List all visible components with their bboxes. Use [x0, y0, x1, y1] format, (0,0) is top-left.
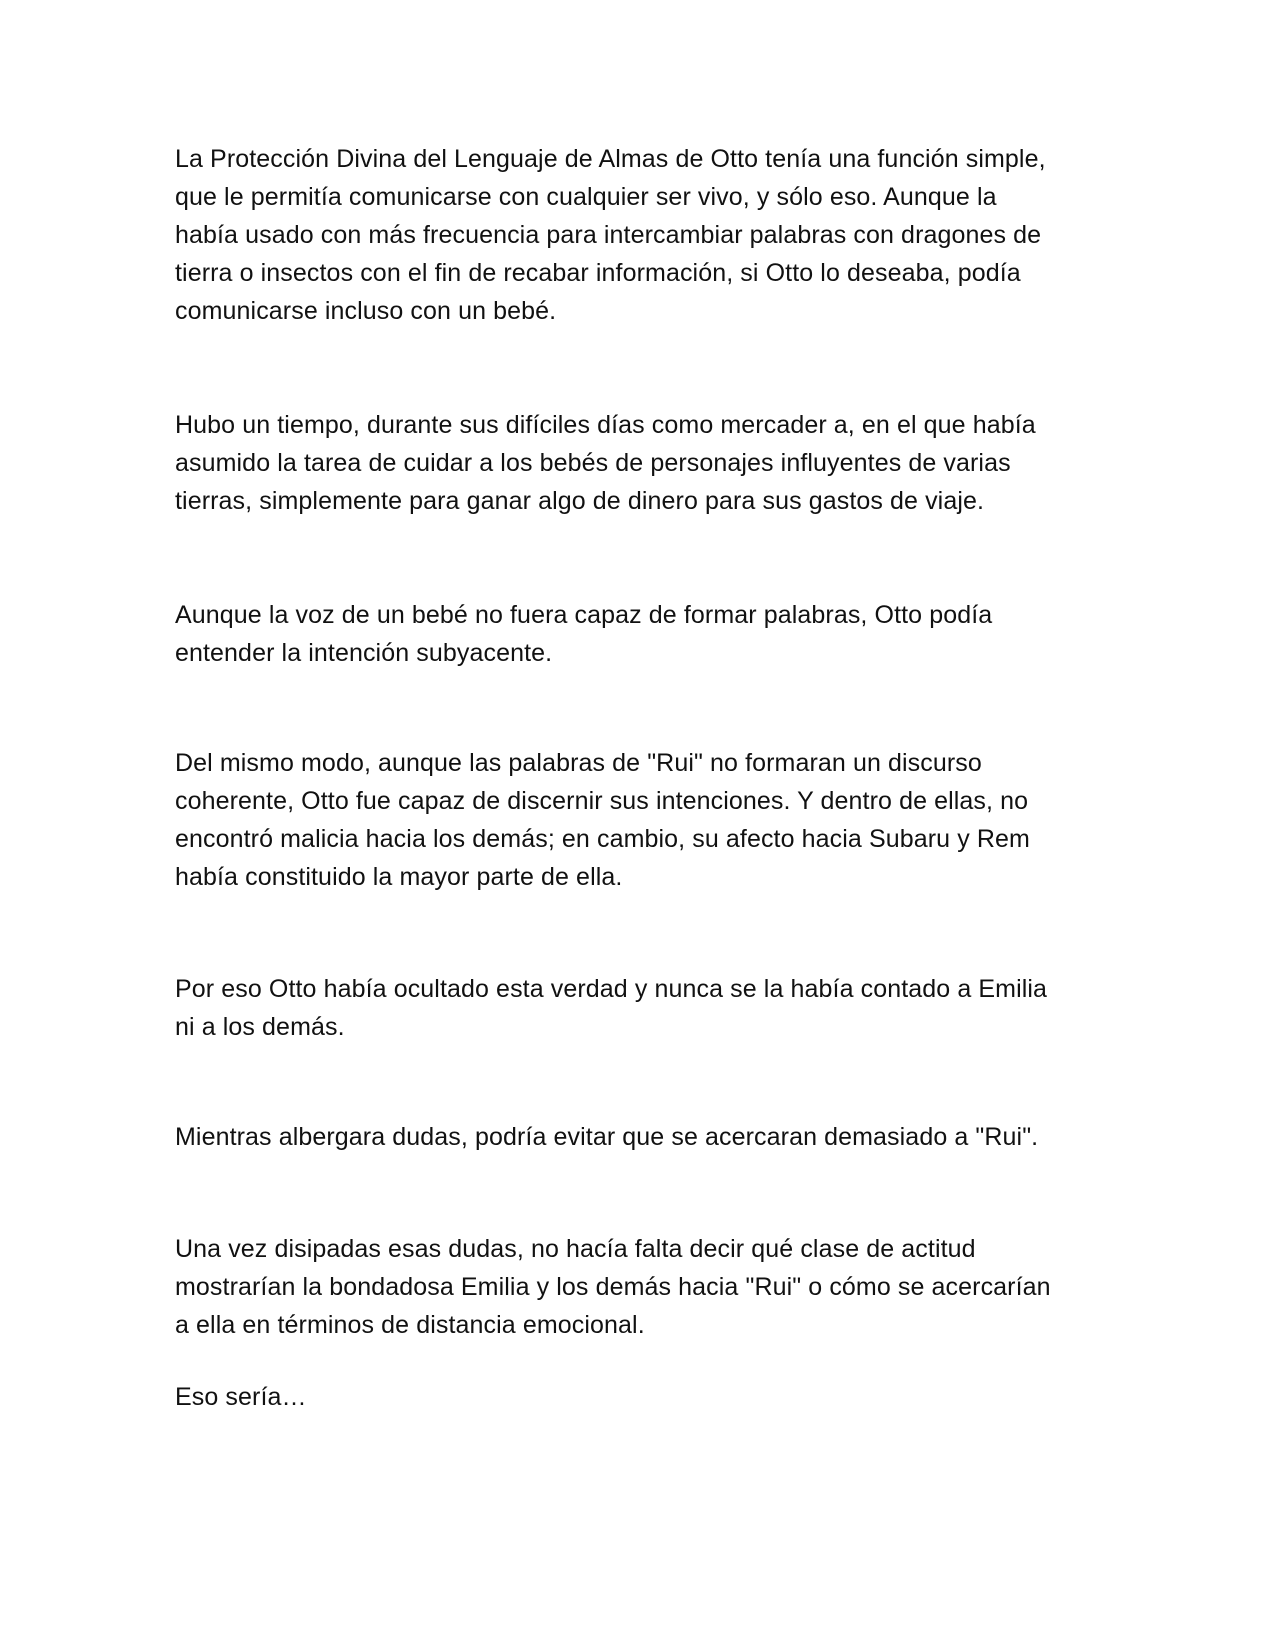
- paragraph-3: Aunque la voz de un bebé no fuera capaz de formar palabras, Otto podía entender la intención subyacente.: [175, 601, 993, 667]
- paragraph-2: Hubo un tiempo, durante sus difíciles días como mercader a, en el que había asumido la tarea de cuidar a los bebés de personajes influyentes de varias tierras, simplemente para ganar algo de dinero para sus gastos de viaje.: [175, 411, 1036, 515]
- paragraph-6: Mientras albergara dudas, podría evitar que se acercaran demasiado a "Rui".: [175, 1123, 1039, 1151]
- paragraph-7: Una vez disipadas esas dudas, no hacía falta decir qué clase de actitud mostrarían la bondadosa Emilia y los demás hacia "Rui" o cómo se acercarían a ella en términos de distancia emocional.: [175, 1235, 1051, 1339]
- paragraph-5: Por eso Otto había ocultado esta verdad y nunca se la había contado a Emilia ni a los demás.: [175, 975, 1048, 1041]
- paragraph-4: Del mismo modo, aunque las palabras de "Rui" no formaran un discurso coherente, Otto fue capaz de discernir sus intenciones. Y dentro de ellas, no encontró malicia hacia los demás; en cambio, su afecto hacia Subaru y Rem había constituido la mayor parte de ella.: [175, 749, 1030, 891]
- paragraph-8: Eso sería…: [175, 1383, 307, 1411]
- paragraph-1: La Protección Divina del Lenguaje de Almas de Otto tenía una función simple, que le permitía comunicarse con cualquier ser vivo, y sólo eso. Aunque la había usado con más frecuencia para intercambiar palabras con dragones de tierra o insectos con el fin de recabar información, si Otto lo deseaba, podía comunicarse incluso con un bebé.: [175, 145, 1046, 325]
